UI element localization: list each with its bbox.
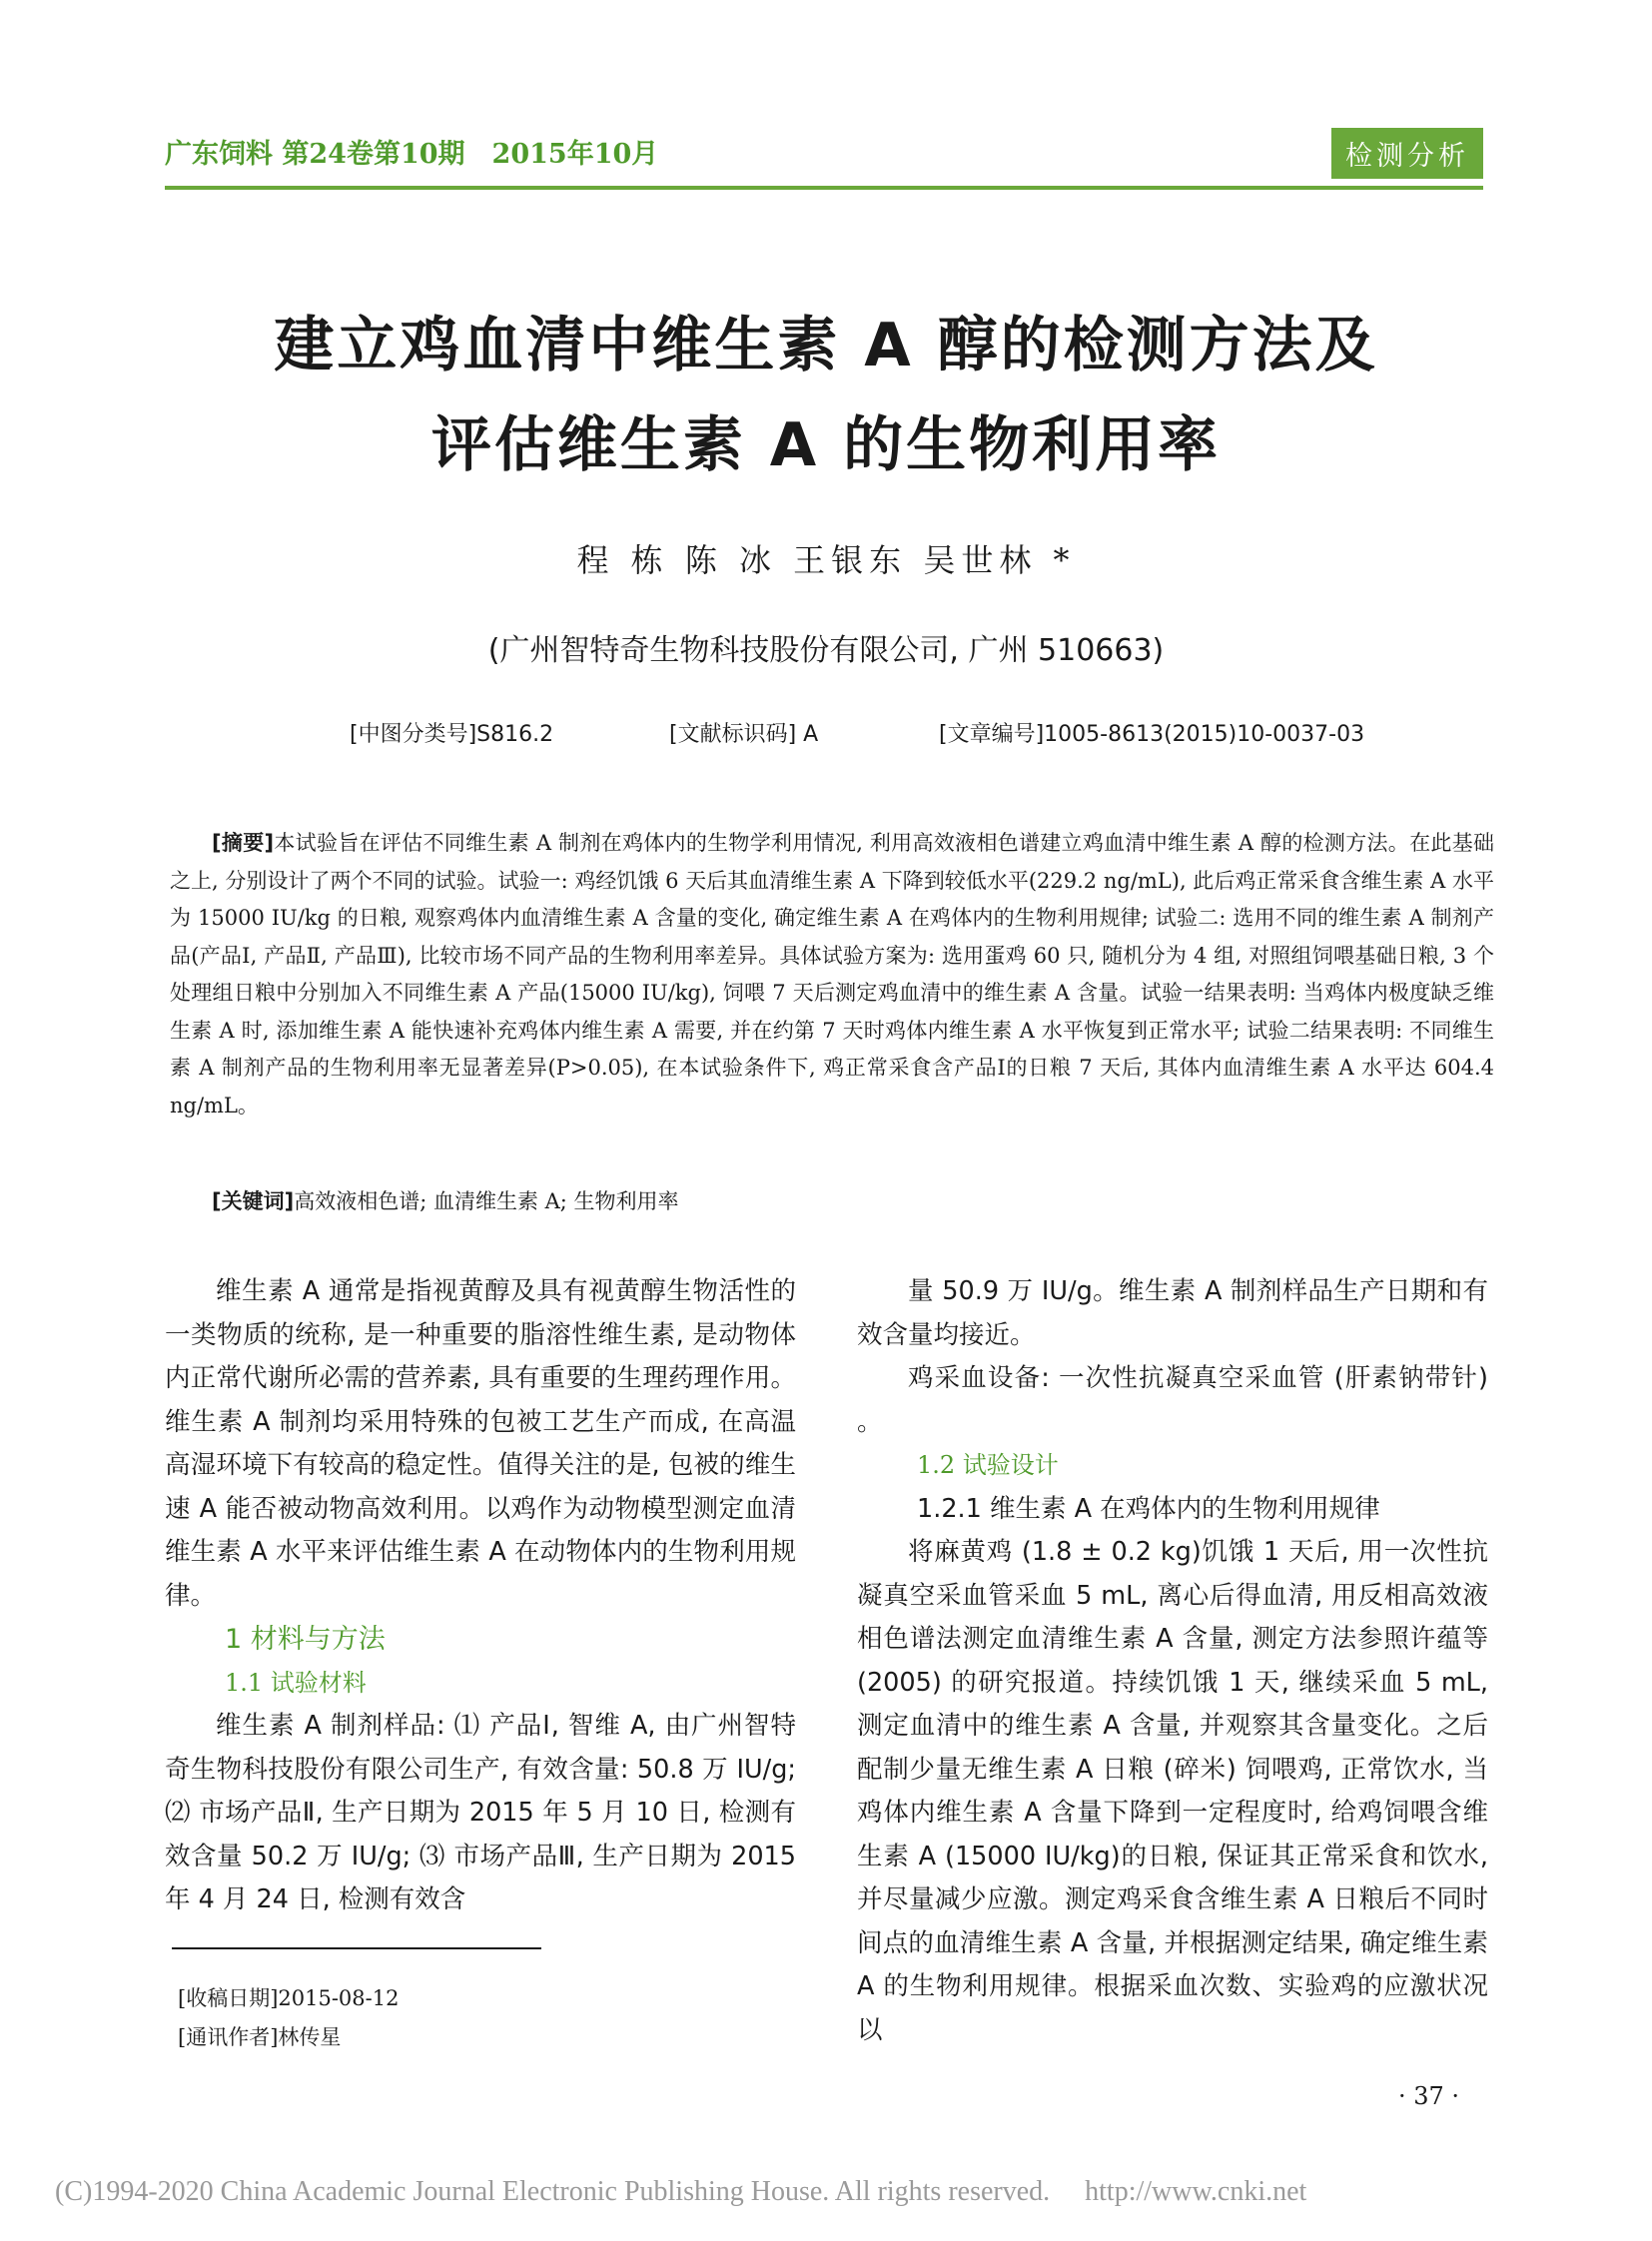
clc-number: [中图分类号]S816.2 bbox=[350, 722, 554, 747]
received-date: [收稿日期]2015-08-12 bbox=[178, 1986, 400, 2010]
keywords-label: [关键词] bbox=[212, 1189, 295, 1213]
section-tag: 检测分析 bbox=[1331, 128, 1483, 179]
header-rule bbox=[165, 186, 1483, 190]
authors: 程 栋 陈 冰 王银东 吴世林 * bbox=[576, 541, 1076, 579]
left-column bbox=[165, 1270, 796, 1922]
section-heading: 1 材料与方法 bbox=[225, 1624, 386, 1655]
abstract bbox=[170, 825, 1494, 1124]
journal-info: 广东饲料 第24卷第10期 2015年10月 bbox=[165, 139, 659, 170]
materials-paragraph: 维生素 A 制剂样品: ⑴ 产品Ⅰ, 智维 A, 由广州智特奇生物科技股份有限公司生产, 有效含量: 50.8 万 IU/g; ⑵ 市场产品Ⅱ, 生产日期为 2015 年 5 月 10 日, 检测有效含量 50.2 万 IU/g; ⑶ 市场产品Ⅲ, 生产日期为 2015 年 4 月 24 日, 检测有效含 bbox=[165, 1711, 796, 1914]
subsection-heading: 1.2 试验设计 bbox=[917, 1451, 1059, 1479]
title-line-1: 建立鸡血清中维生素 A 醇的检测方法及 bbox=[274, 311, 1378, 380]
subsubsection-heading: 1.2.1 维生素 A 在鸡体内的生物利用规律 bbox=[917, 1493, 1380, 1524]
abstract-label: [摘要] bbox=[212, 831, 275, 855]
running-header bbox=[165, 128, 1483, 178]
page-number: · 37 · bbox=[1398, 2082, 1460, 2110]
keywords bbox=[212, 1185, 679, 1215]
article-number: [文章编号]1005-8613(2015)10-0037-03 bbox=[939, 722, 1365, 747]
corresponding-author: [通讯作者]林传星 bbox=[178, 2025, 342, 2049]
copyright-footer: (C)1994-2020 China Academic Journal Electronic Publishing House. All rights reserved. http://www.cnki.net bbox=[55, 2176, 1307, 2207]
materials-continued: 量 50.9 万 IU/g。维生素 A 制剂样品生产日期和有效含量均接近。 bbox=[857, 1276, 1488, 1350]
affiliation: (广州智特奇生物科技股份有限公司, 广州 510663) bbox=[487, 633, 1165, 668]
abstract-text: 本试验旨在评估不同维生素 A 制剂在鸡体内的生物学利用情况, 利用高效液相色谱建立鸡血清中维生素 A 醇的检测方法。在此基础之上, 分别设计了两个不同的试验。试验一: 鸡经饥饿 6 天后其血清维生素 A 下降到较低水平(229.2 ng/mL), 此后鸡正常采食含维生素 A 水平为 15000 IU/kg 的日粮, 观察鸡体内血清维生素 A 含量的变化, 确定维生素 A 在鸡体内的生物利用规律; 试验二: 选用不同的维生素 A 制剂产品(产品Ⅰ, 产品Ⅱ, 产品Ⅲ), 比较市场不同产品的生物利用率差异。具体试验方案为: 选用蛋鸡 60 只, 随机分为 4 组, 对照组饲喂基础日粮, 3 个处理组日粮中分别加入不同维生素 A 产品(15000 IU/kg), 饲喂 7 天后测定鸡血清中的维生素 A 含量。试验一结果表明: 当鸡体内极度缺乏维生素 A 时, 添加维生素 A 能快速补充鸡体内维生素 A 需要, 并在约第 7 天时鸡体内维生素 A 水平恢复到正常水平; 试验二结果表明: 不同维生素 A 制剂产品的生物利用率无显著差异(P>0.05), 在本试验条件下, 鸡正常采食含产品Ⅰ的日粮 7 天后, 其体内血清维生素 A 水平达 604.4 ng/mL。 bbox=[170, 831, 1494, 1118]
right-column bbox=[857, 1270, 1488, 2052]
title-line-2: 评估维生素 A 的生物利用率 bbox=[430, 410, 1222, 480]
equipment-paragraph: 鸡采血设备: 一次性抗凝真空采血管 (肝素钠带针) 。 bbox=[857, 1363, 1488, 1437]
document-code: [文献标识码] A bbox=[669, 722, 819, 747]
design-paragraph: 将麻黄鸡 (1.8 ± 0.2 kg)饥饿 1 天后, 用一次性抗凝真空采血管采血 5 mL, 离心后得血清, 用反相高效液相色谱法测定血清维生素 A 含量, 测定方法参照许蕴等 (2005) 的研究报道。持续饥饿 1 天, 继续采血 5 mL, 测定血清中的维生素 A 含量, 并观察其含量变化。之后配制少量无维生素 A 日粮 (碎米) 饲喂鸡, 正常饮水, 当鸡体内维生素 A 含量下降到一定程度时, 给鸡饲喂含维生素 A (15000 IU/kg)的日粮, 保证其正常采食和饮水, 并尽量减少应激。测定鸡采食含维生素 A 日粮后不同时间点的血清维生素 A 含量, 并根据测定结果, 确定维生素 A 的生物利用规律。根据采血次数、实验鸡的应激状况以 bbox=[857, 1537, 1488, 2045]
intro-paragraph: 维生素 A 通常是指视黄醇及具有视黄醇生物活性的一类物质的统称, 是一种重要的脂溶性维生素, 是动物体内正常代谢所必需的营养素, 具有重要的生理药理作用。维生素 A 制剂均采用特殊的包被工艺生产而成, 在高温高湿环境下有较高的稳定性。值得关注的是, 包被的维生速 A 能否被动物高效利用。以鸡作为动物模型测定血清维生素 A 水平来评估维生素 A 在动物体内的生物利用规律。 bbox=[165, 1276, 796, 1611]
subsection-heading: 1.1 试验材料 bbox=[225, 1668, 367, 1697]
keywords-text: 高效液相色谱; 血清维生素 A; 生物利用率 bbox=[294, 1189, 679, 1213]
footnote-rule bbox=[172, 1947, 541, 1949]
